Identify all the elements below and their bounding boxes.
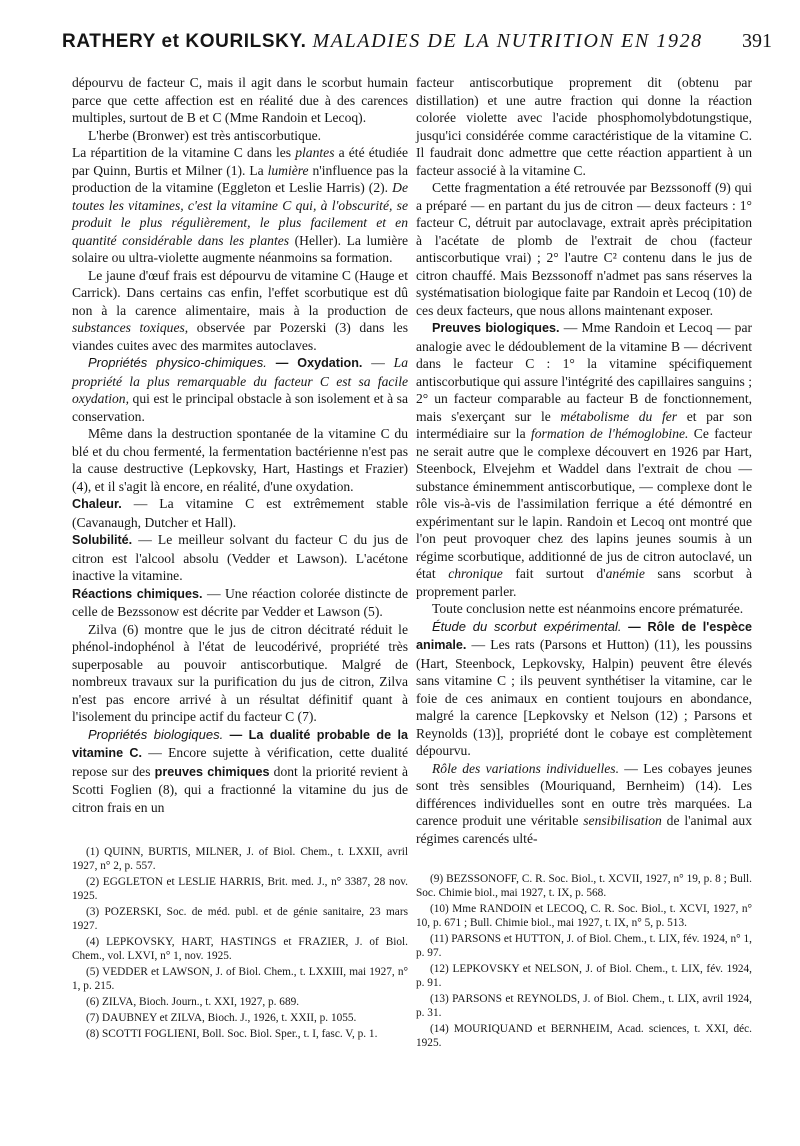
text-run: — Les rats (Parsons et Hutton) (11), les poussins (Hart, Steenbock, Lepkovsky, Halpin) peuvent être élevés sans vitamine C ; ils peuvent synthétiser la vitamine, car le foie de ces animaux en contient toujours en abondance, malgré la carence [Lepkovsky et Nelson (12) ; Parsons et Reynolds (13)], propriété dont le cobaye est complètement dépourvu. [416, 637, 752, 758]
subsection-heading: Réactions chimiques. [72, 586, 203, 601]
text-run: a été étudiée par Quinn, Burtis et Milner (1). La [72, 145, 408, 178]
subsection-heading: Preuves biologiques. [432, 321, 560, 335]
paragraph [416, 319, 752, 600]
subsection-heading: preuves chimiques [154, 764, 270, 779]
italic-text: anémie [605, 566, 645, 581]
text-run: — Les cobayes jeunes sont très sensibles (Mouriquand, Bernheim) (14). Les différences individuelles sont en outre très marquées. La carence produit une véritable [416, 760, 752, 828]
text-run: sans scorbut à proprement parler. [416, 566, 752, 599]
section-heading: Propriétés biologiques. [88, 726, 224, 742]
text-run: — [362, 355, 394, 370]
footnote: (7) DAUBNEY et ZILVA, Bioch. J., 1926, t. XXII, p. 1055. [86, 1012, 357, 1024]
subsection-heading: Solubilité. [72, 533, 133, 547]
section-heading: Propriétés physico-chimiques. [88, 355, 267, 370]
text-run: dont la priorité revient à Scotti Foglien (8), qui a fractionné la vitamine du jus de citron frais en un [72, 763, 408, 815]
text-run: , observée par Pozerski (3) dans les viandes cuites avec des marmites autoclaves. [72, 320, 408, 353]
italic-text: La propriété la plus remarquable du facteur C est sa facile oxydation, [72, 355, 409, 406]
paragraph: Même dans la destruction spontanée de la vitamine C du blé et du chou fermenté, la fermentation bactérienne n'est pas la cause destructive (Lepkovsky, Hart, Hastings et Frazier) (4), et il s'agit là encore, en réalité, d'une oxydation. [72, 426, 408, 494]
page-number: 391 [742, 30, 772, 52]
footnotes-right [416, 872, 752, 1052]
footnotes-left [72, 845, 408, 1043]
header-title: MALADIES DE LA NUTRITION EN 1928 [312, 30, 703, 52]
text-run: qui est le principal obstacle à son isolement et à sa conservation. [72, 391, 408, 424]
paragraph [72, 144, 408, 267]
left-column [72, 74, 408, 816]
italic-text: formation de l'hémoglobine. [530, 426, 689, 441]
footnote: (8) SCOTTI FOGLIENI, Boll. Soc. Biol. Sper., t. I, fasc. V, p. 1. [86, 1028, 378, 1040]
text-run: n'influence pas la production de la vitamine (Eggleton et Leslie Harris) (2). [72, 162, 408, 195]
text-run: — La vitamine C est extrêmement stable (Cavanaugh, Dutcher et Hall). [72, 496, 408, 530]
paragraph [72, 726, 408, 817]
subsection-heading: — Oxydation. [266, 356, 363, 370]
subsection-heading: — Rôle de l'espèce animale. [416, 619, 752, 652]
text-run: La répartition de la vitamine C dans les [72, 145, 296, 160]
subsection-heading: — La dualité probable de la vitamine C. [72, 727, 409, 760]
italic-text: métabolisme du fer [560, 408, 678, 424]
footnote: (12) LEPKOVSKY et NELSON, J. of Biol. Chem., t. LIX, fév. 1924, p. 91. [416, 963, 752, 989]
paragraph: Zilva (6) montre que le jus de citron décitraté réduit le phénol-indophénol à l'état de leucodérivé, propriété très superposable au pouvoir antiscorbutique. Malgré de nombreux travaux sur la purification du jus de citron, Zilva n'est pas encore arrivé à un résultat définitif quant à l'isolement du principe actif du facteur C (7). [72, 621, 408, 724]
footnote: (14) MOURIQUAND et BERNHEIM, Acad. sciences, t. XXI, déc. 1925. [416, 1023, 752, 1049]
text-run: et par son intermédiaire sur la [416, 408, 752, 441]
paragraph [416, 760, 752, 848]
paragraph [416, 618, 752, 760]
footnote: (5) VEDDER et LAWSON, J. of Biol. Chem., t. LXXIII, mai 1927, n° 1, p. 215. [72, 966, 408, 992]
text-run: de l'animal aux régimes carencés ulté- [416, 813, 752, 846]
paragraph: dépourvu de facteur C, mais il agit dans le scorbut humain parce que cette affection est en réalité due à des carences multiples, surtout de B et C (Mme Randoin et Lecoq). [72, 75, 408, 125]
section-heading: Étude du scorbut expérimental. [432, 618, 622, 634]
paragraph: facteur antiscorbutique proprement dit (obtenu par distillation) et une autre fraction qui donne la réaction colorée violette avec l'acide phosphomolybdotungstique, jusqu'ici considérée comme caractéristique de la vitamine C. Il faudrait donc admettre que cette réaction appartient à un facteur associé à la vitamine C. [416, 75, 752, 178]
footnote: (4) LEPKOVSKY, HART, HASTINGS et FRAZIER, J. of Biol. Chem., vol. LXVI, n° 1, nov. 1925. [72, 936, 408, 962]
italic-text: sensibilisation [583, 813, 662, 828]
header-authors: RATHERY et KOURILSKY. [62, 31, 307, 52]
text-run: — Une réaction colorée distincte de celle de Bezssonow est décrite par Vedder et Lawson (5). [72, 585, 408, 619]
paragraph: L'herbe (Bronwer) est très antiscorbutique. [88, 127, 322, 143]
text-run: — Encore sujette à vérification, cette dualité repose sur des [72, 745, 408, 779]
footnote: (3) POZERSKI, Soc. de méd. publ. et de génie sanitaire, 23 mars 1927. [72, 906, 408, 932]
paragraph [72, 267, 408, 355]
paragraph: Toute conclusion nette est néanmoins encore prématurée. [432, 601, 744, 616]
footnote: (11) PARSONS et HUTTON, J. of Biol. Chem., t. LIX, fév. 1924, n° 1, p. 97. [416, 933, 752, 959]
italic-text: chronique [448, 566, 503, 581]
text-run: — Mme Randoin et Lecoq — par analogie avec le dédoublement de la vitamine B — décrivent dans le facteur C : 1° la vitamine spécifiquement antiscorbutique qui assure l'intégrité des capillaires sanguins ; 2° un facteur comparable au facteur B de fonctionnement, mais s'exerçant sur le [416, 320, 752, 424]
paragraph [72, 585, 408, 621]
text-run: fait surtout d' [502, 566, 606, 581]
paragraph [72, 354, 408, 425]
footnote: (10) Mme RANDOIN et LECOQ, C. R. Soc. Biol., t. XCVI, 1927, n° 10, p. 671 ; Bull. Chimie biol., mai 1927, t. IX, n° 5, p. 513. [416, 903, 752, 929]
paragraph [72, 531, 408, 585]
subsection-heading: Chaleur. [72, 497, 122, 511]
paragraph [72, 495, 408, 531]
paragraph: Cette fragmentation a été retrouvée par Bezssonoff (9) qui a préparé — en partant du jus de citron — deux facteurs : 1° facteur C, détruit par autoclavage, extrait après précipitation à l'acétate de plomb de l'extrait de chou (facteur antiscorbutique vrai) ; 2° l'autre C² contenu dans le jus de citron chauffé. Mais Bezssonoff n'admet pas sans réserves la systématisation biologique faite par Randoin et Lecoq (10) de ces deux facteurs, que nous allons maintenant exposer. [416, 180, 752, 318]
text-run: (Heller). La lumière solaire ou ultra-violette augmente néanmoins sa formation. [72, 232, 409, 265]
italic-text: plantes [295, 145, 335, 160]
footnote: (6) ZILVA, Bioch. Journ., t. XXI, 1927, p. 689. [86, 996, 300, 1008]
right-column [416, 74, 752, 847]
text-run: Le jaune d'œuf frais est dépourvu de vitamine C (Hauge et Carrick). Dans certains cas enfin, l'effet scorbutique est dû non à la carence alimentaire, mais à la production de [72, 267, 408, 318]
text-run: Ce facteur ne serait autre que le complexe découvert en 1926 par Hart, Steenbock, Elvejehm et Waddel dans l'extrait de chou — substance éminemment antiscorbutique, — complexe dont le rôle vis-à-vis de l'assimilation ferrique a été démontré en expérimentant sur le lapin. Randoin et Lecoq ont montré que l'on peut provoquer chez des lapins jeunes soumis à un régime scorbutique, additionné de jus de citron autoclavé, un état [416, 426, 752, 581]
footnote: (1) QUINN, BURTIS, MILNER, J. of Biol. Chem., t. LXXII, avril 1927, n° 2, p. 557. [72, 846, 408, 872]
footnote: (13) PARSONS et REYNOLDS, J. of Biol. Chem., t. LIX, avril 1924, p. 31. [416, 993, 752, 1019]
text-run: — Le meilleur solvant du facteur C du jus de citron est l'alcool absolu (Vedder et Lawson). L'acétone inactive la vitamine. [72, 532, 408, 583]
running-header [62, 30, 772, 66]
italic-text: De toutes les vitamines, c'est la vitamine C qui, à l'obscurité, se produit le plus régulièrement, le plus facilement et en quantité considérable dans les plantes [72, 180, 408, 248]
italic-text: lumière [267, 162, 309, 178]
section-heading: Rôle des variations individuelles. [432, 760, 619, 776]
italic-text: substances toxiques [72, 320, 185, 335]
footnote: (9) BEZSSONOFF, C. R. Soc. Biol., t. XCVII, 1927, n° 19, p. 8 ; Bull. Soc. Chimie biol., mai 1927, t. IX, p. 568. [416, 873, 752, 899]
footnote: (2) EGGLETON et LESLIE HARRIS, Brit. med. J., n° 3387, 28 nov. 1925. [72, 876, 408, 902]
